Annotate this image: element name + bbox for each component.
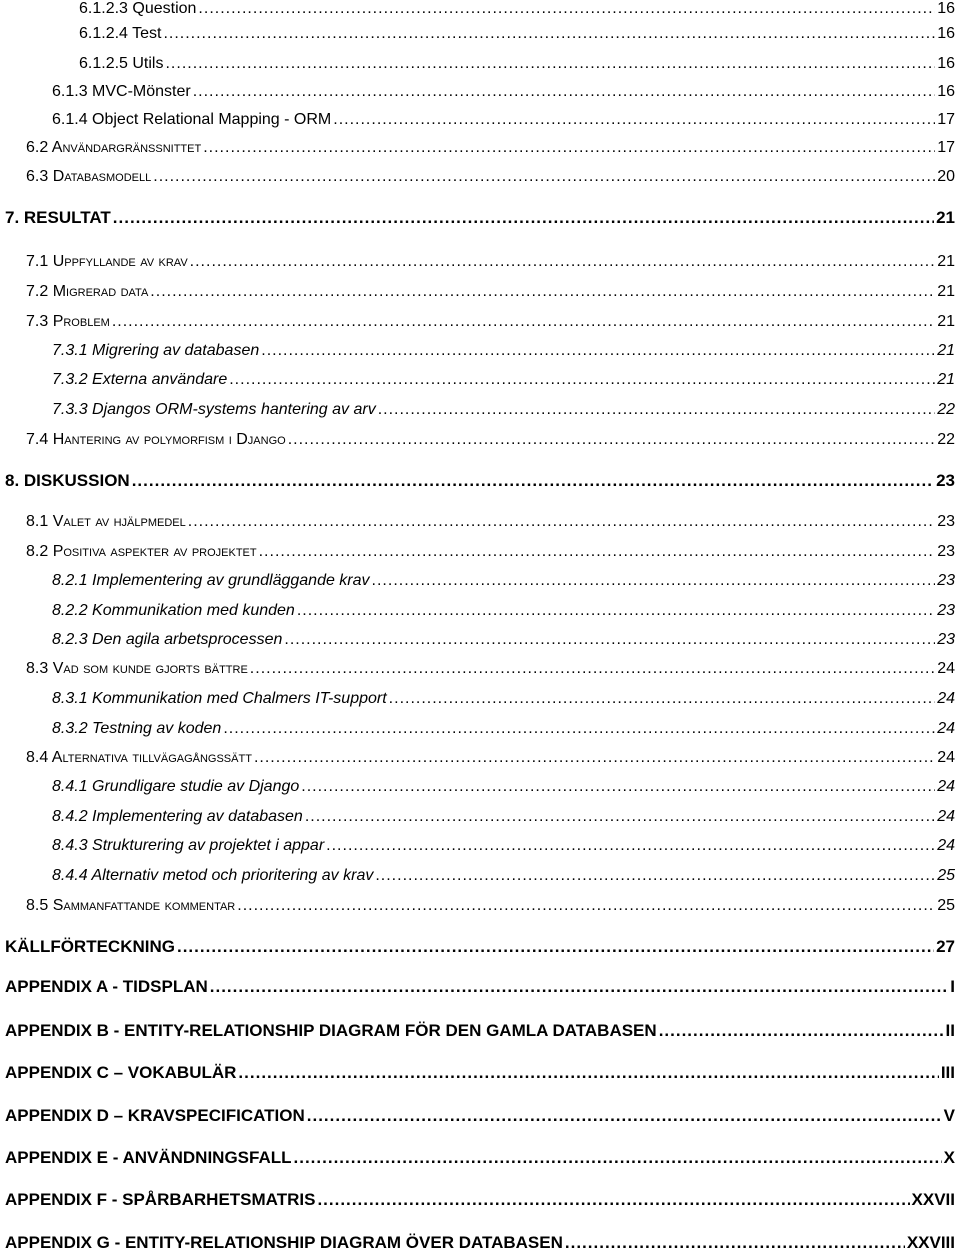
dot-leader [210,977,949,997]
dot-leader [150,283,935,301]
toc-entry[interactable] [52,342,955,360]
toc-entry-page: 23 [937,543,955,560]
toc-entry-page: 24 [937,720,955,737]
toc-entry-page: 17 [937,111,955,128]
toc-entry[interactable] [26,749,955,767]
dot-leader [177,937,934,957]
toc-entry-title: 6.3 Databasmodell [26,168,152,185]
toc-entry[interactable] [52,808,955,826]
dot-leader [565,1233,905,1253]
dot-leader [112,313,935,331]
dot-leader [254,749,935,767]
toc-entry-title: 6.1.2.3 Question [79,0,197,17]
toc-entry-page: X [943,1148,955,1167]
toc-entry[interactable] [52,371,955,389]
toc-entry[interactable] [26,431,955,449]
toc-entry-page: 24 [937,778,955,795]
toc-entry-title: 8.3 Vad som kunde gjorts bättre [26,660,248,677]
toc-entry-page: 27 [936,937,955,956]
toc-entry-title: 8.2.1 Implementering av grundläggande krav [52,572,370,589]
toc-entry[interactable] [52,602,955,620]
toc-entry-title: 8.2 Positiva aspekter av projektet [26,543,257,560]
toc-entry-page: 17 [937,139,955,156]
toc-entry[interactable] [5,471,955,491]
toc-entry[interactable] [5,1148,955,1168]
toc-entry-title: 7.3.3 Djangos ORM-systems hantering av arv [52,401,376,418]
toc-entry[interactable] [5,1233,955,1253]
toc-entry-page: 21 [936,208,955,227]
toc-entry-page: 25 [937,897,955,914]
toc-entry-page: I [950,977,955,996]
toc-entry-title: 8. DISKUSSION [5,471,130,490]
toc-entry-title: 8.4.3 Strukturering av projektet i appar [52,837,325,854]
toc-entry-page: 25 [937,867,955,884]
toc-entry[interactable] [26,283,955,301]
dot-leader [238,1063,938,1083]
toc-entry-title: 8.4.1 Grundligare studie av Django [52,778,300,795]
toc-entry[interactable] [52,720,955,738]
dot-leader [259,543,936,561]
toc-entry-page: 21 [937,283,955,300]
toc-entry-title: 7.1 Uppfyllande av krav [26,253,188,270]
dot-leader [284,631,935,649]
dot-leader [297,602,935,620]
toc-entry-title: 7.3.2 Externa användare [52,371,228,388]
toc-entry[interactable] [52,572,955,590]
dot-leader [659,1021,944,1041]
toc-entry-title: 6.2 Användargränssnittet [26,139,202,156]
dot-leader [188,513,935,531]
toc-entry-page: III [940,1063,955,1082]
dot-leader [153,168,935,186]
dot-leader [237,897,935,915]
dot-leader [333,111,935,129]
toc-entry[interactable] [52,690,955,708]
toc-entry-title: APPENDIX F - SPÅRBARHETSMATRIS [5,1190,316,1209]
dot-leader [317,1190,909,1210]
toc-entry-title: 8.4 Alternativa tillvägagångssätt [26,749,252,766]
dot-leader [203,139,935,157]
toc-entry-title: 6.1.3 MVC-Mönster [52,83,191,100]
dot-leader [132,471,934,491]
dot-leader [113,208,934,228]
toc-entry-page: V [943,1106,955,1125]
toc-entry-page: II [945,1021,955,1040]
dot-leader [163,25,935,43]
toc-entry-title: 7. RESULTAT [5,208,111,227]
toc-entry-page: 24 [937,749,955,766]
toc-entry[interactable] [79,55,955,73]
dot-leader [250,660,935,678]
toc-entry[interactable] [52,778,955,796]
toc-entry-title: 8.2.3 Den agila arbetsprocessen [52,631,283,648]
toc-entry-page: 16 [937,55,955,72]
toc-entry[interactable] [5,1063,955,1083]
toc-entry[interactable] [26,168,955,186]
toc-entry-title: 8.4.2 Implementering av databasen [52,808,303,825]
toc-entry-title: APPENDIX E - ANVÄNDNINGSFALL [5,1148,292,1167]
toc-entry-page: 16 [937,25,955,42]
toc-entry[interactable] [5,1190,955,1210]
toc-entry-page: 16 [937,0,955,17]
toc-entry[interactable] [26,313,955,331]
dot-leader [307,1106,942,1126]
dot-leader [229,371,935,389]
dot-leader [288,431,936,449]
toc-entry[interactable] [5,1021,955,1041]
toc-entry[interactable] [26,660,955,678]
toc-entry-title: 8.3.1 Kommunikation med Chalmers IT-support [52,690,387,707]
toc-entry-title: 8.2.2 Kommunikation med kunden [52,602,295,619]
dot-leader [294,1148,942,1168]
toc-entry[interactable] [52,837,955,855]
toc-entry-title: 7.4 Hantering av polymorfism i Django [26,431,286,448]
toc-entry-page: 23 [937,572,955,589]
toc-entry-title: 6.1.2.4 Test [79,25,162,42]
toc-entry-page: XXVIII [906,1233,955,1252]
dot-leader [198,0,935,18]
toc-entry[interactable] [26,139,955,157]
toc-entry[interactable] [79,0,955,18]
toc-entry[interactable] [5,208,955,228]
toc-entry-page: 16 [937,83,955,100]
toc-entry[interactable] [5,937,955,957]
toc-entry[interactable] [26,253,955,271]
toc-entry-page: 23 [937,602,955,619]
dot-leader [301,778,935,796]
toc-entry-page: 21 [937,342,955,359]
dot-leader [326,837,935,855]
toc-entry-page: 21 [937,371,955,388]
toc-entry-title: KÄLLFÖRTECKNING [5,937,175,956]
toc-entry-page: 24 [937,808,955,825]
dot-leader [223,720,935,738]
dot-leader [193,83,935,101]
toc-entry-page: 22 [937,431,955,448]
dot-leader [165,55,935,73]
toc-entry-title: 6.1.4 Object Relational Mapping - ORM [52,111,332,128]
toc-entry[interactable] [52,111,955,129]
dot-leader [378,401,936,419]
toc-entry-page: 22 [937,401,955,418]
dot-leader [305,808,935,826]
toc-entry-title: 8.1 Valet av hjälpmedel [26,513,186,530]
toc-entry-title: 8.3.2 Testning av koden [52,720,222,737]
toc-entry-title: 7.3 Problem [26,313,110,330]
toc-entry-page: 23 [937,631,955,648]
dot-leader [372,572,936,590]
dot-leader [389,690,936,708]
toc-entry-page: 21 [937,253,955,270]
toc-entry-page: 24 [937,690,955,707]
toc-entry-title: APPENDIX A - TIDSPLAN [5,977,208,996]
toc-entry-title: 8.4.4 Alternativ metod och prioritering av krav [52,867,374,884]
toc-entry-title: 6.1.2.5 Utils [79,55,164,72]
toc-entry-title: APPENDIX C – VOKABULÄR [5,1063,237,1082]
toc-entry[interactable] [79,25,955,43]
toc-entry-title: 7.2 Migrerad data [26,283,149,300]
dot-leader [375,867,935,885]
toc-entry-title: APPENDIX D – KRAVSPECIFICATION [5,1106,305,1125]
toc-entry[interactable] [26,543,955,561]
toc-entry[interactable] [26,513,955,531]
toc-entry[interactable] [52,631,955,649]
toc-entry-page: 24 [937,660,955,677]
toc-entry-title: APPENDIX B - ENTITY-RELATIONSHIP DIAGRAM FÖR DEN GAMLA DATABASEN [5,1021,657,1040]
toc-entry-title: 8.5 Sammanfattande kommentar [26,897,236,914]
toc-entry[interactable] [5,977,955,997]
toc-entry-title: 7.3.1 Migrering av databasen [52,342,260,359]
toc-entry[interactable] [52,867,955,885]
toc-entry-page: 24 [937,837,955,854]
toc-entry-page: 23 [936,471,955,490]
toc-entry[interactable] [26,897,955,915]
toc-entry[interactable] [52,401,955,419]
toc-entry[interactable] [5,1106,955,1126]
dot-leader [190,253,936,271]
toc-entry-page: 23 [937,513,955,530]
toc-entry-page: 20 [937,168,955,185]
toc-entry[interactable] [52,83,955,101]
dot-leader [261,342,935,360]
toc-entry-page: 21 [937,313,955,330]
toc-entry-page: XXVII [911,1190,955,1209]
toc-entry-title: APPENDIX G - ENTITY-RELATIONSHIP DIAGRAM ÖVER DATABASEN [5,1233,563,1252]
